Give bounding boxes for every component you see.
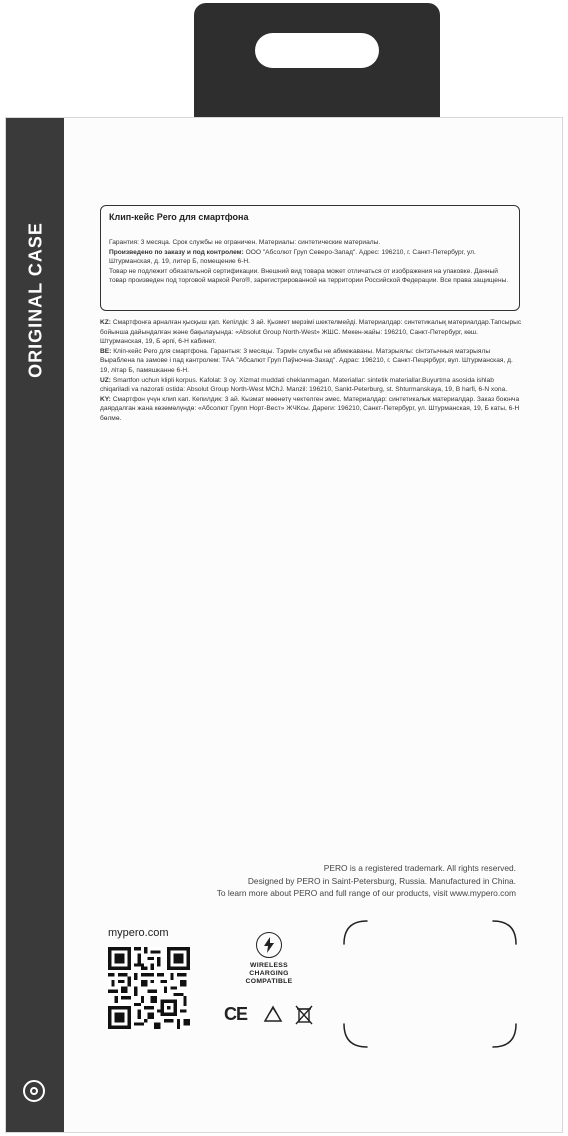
lang-uz: UZ: Smartfon uchun klipli korpus. Kafolat: 3 oy. Xizmat muddati cheklanmagan. Materiallar: sintetik materiallar.Buyurtma asosida ishlab chiqariladi va nazorati ostida: Absolut Group North-West MChJ. Manzil: 196210, Sankt-Peterburg, st. Shturmanskaya, 19, B harfi, 6-N xona. [100,376,508,394]
legal-line: PERO is a registered trademark. All rights reserved. [323,863,516,873]
charging-line: CHARGING [249,970,289,977]
product-window-frame [343,920,517,1048]
translations [100,318,522,424]
recycle-icon [262,1004,284,1026]
legal-notice [217,862,516,900]
lang-kz: KZ: Смартфонға арналған қысқыш қап. Кепілдік: 3 ай. Қызмет мерзімі шектелмейді. Материалдар: синтетикалық материалдар.Тапсырыс бойынша дайындалған және бақылауында: «Absolut Group North-West» ЖШС. Мекен-жайы: 196210, Санкт-Петербург, көш. Штурманская, 19, Б әрпі, 6-Н кабинет. [100,319,522,346]
certification-note: Товар не подлежит обязательной сертификации. Внешний вид товара может отличаться от изображения на упаковке. Данный товар произведен под торговой маркой Pero®, зарегистрированной на территории Российской Федерации. Все права защищены. [109,267,509,285]
legal-line: To learn more about PERO and full range of our products, visit www.mypero.com [216,888,516,899]
crossed-bin-icon [294,1004,314,1026]
compatible-line: COMPATIBLE [245,978,293,985]
ce-mark: CE [224,1004,248,1024]
wireless-line: WIRELESS [250,962,288,969]
lang-be: BE: Кліп-кейс Pero для смартфона. Гарантыя: 3 месяцы. Тэрмін службы не абмежаваны. Матэрыялы: сінтэтычныя матэрыялы Выраблена па замове і пад кантролем: ТАА "Абсалют Груп Паўночна-Захад". Адрас: 196210, г. Санкт-Пецярбург, вул. Штурманская, д. 19, літар Б, памяшканне 6-Н. [100,347,513,374]
qr-code-icon [108,947,190,1029]
lang-ky: KY: Смартфон үчүн клип кап. Кепилдик: 3 ай. Кызмат мөөнөтү чектелген эмес. Материалдар: синтетикалык материалдар. Заказ боюнча даярдалган жана көзөмөлүндө: «Абсолют Групп Норт-Вест» ЖЧКсы. Дареги: 196210, Санкт-Петербург, ул. Штурманская, 19, Б каты, 6-Н бөлмө. [100,395,520,422]
wireless-charging-badge [243,932,295,986]
product-info-box [100,205,520,311]
producer-label: Произведено по заказу и под контролем: [109,248,244,256]
warranty-text: Гарантия: 3 месяца. Срок службы не ограничен. Материалы: синтетические материалы. [109,239,381,246]
producer-text [109,248,511,267]
side-label: ORIGINAL CASE [25,222,46,378]
hang-slot [255,33,379,68]
pero-logo-icon [23,1080,45,1102]
producer-details: ООО "Абсолют Груп Северо-Запад". Адрес: 196210, г. Санкт-Петербург, ул. Штурманская, д. 19, литер Б, помещение 6-Н. [109,248,476,266]
product-title: Клип-кейс Pero для смартфона [109,212,249,222]
legal-line: Designed by PERO in Saint-Petersburg, Russia. Manufactured in China. [247,875,516,886]
compliance-marks [224,1004,324,1026]
lightning-icon [256,932,282,958]
website-label: mypero.com [108,927,169,939]
